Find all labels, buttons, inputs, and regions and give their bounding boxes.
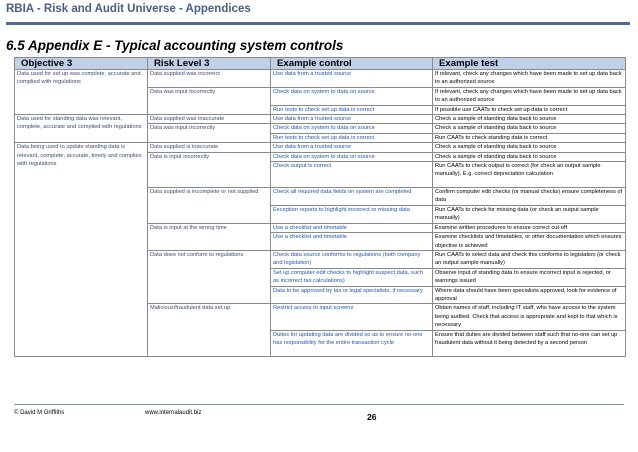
control-cell: Check all required data fields on system are completed — [271, 188, 433, 206]
section-title: 6.5 Appendix E - Typical accounting system controls — [6, 38, 344, 53]
control-cell: Run tests to check set up data is correct — [271, 105, 433, 114]
control-cell: Use a checklist and timetable — [271, 223, 433, 232]
risk-cell: Data supplied is incomplete or not supplied — [148, 188, 271, 224]
test-cell: If relevant, check any changes which have been made to set up data back to an authorized source — [433, 70, 626, 88]
header-objective: Objective 3 — [15, 58, 148, 70]
risk-cell: Data is input incorrectly — [148, 152, 271, 187]
risk-cell: Data supplied was incorrect — [148, 70, 271, 88]
test-cell: Examine checklists and timetables, or other documentation which ensures objective is achieved — [433, 233, 626, 251]
table-row — [15, 70, 626, 88]
test-cell: Check a sample of standing data back to source — [433, 143, 626, 152]
test-cell: Run CAATs to check standing data is correct — [433, 133, 626, 142]
test-cell: Where data should have been specialists approved, look for evidence of approval — [433, 286, 626, 304]
risk-cell: Data does not conform to regulations — [148, 250, 271, 303]
control-cell: Duties for updating data are divided so as to ensure no-one has responsibility for the entire transaction cycle — [271, 330, 433, 356]
header-risk: Risk Level 3 — [148, 58, 271, 70]
control-cell: Run tests to check set up data is correct — [271, 133, 433, 142]
test-cell: Run CAATs to check output is correct (for check an output sample manually). E.g. correct depreciation calculation — [433, 162, 626, 188]
footer-rule — [14, 404, 624, 405]
control-cell: Use a checklist and timetable — [271, 233, 433, 251]
control-cell: Check data on system to data on source — [271, 152, 433, 161]
objective-cell: Data used for set up was complete, accurate and complied with regulations — [15, 70, 148, 115]
test-cell: Ensure that duties are divided between staff such that no-one can set up fraudulent data without it being detected by a second person — [433, 330, 626, 356]
test-cell: Observe input of standing data to ensure incorrect input is rejected, or warnings issued — [433, 268, 626, 286]
footer-website: www.internalaudit.biz — [145, 410, 202, 416]
control-cell: Check data on system to data on source — [271, 124, 433, 133]
test-cell: Run CAATs to select data and check this conforms to legislation (or check an output sample manually) — [433, 250, 626, 268]
table-header-row — [15, 58, 626, 70]
risk-cell: Data is input at the wrong time — [148, 223, 271, 250]
test-cell: Examine written procedures to ensure correct cut-off — [433, 223, 626, 232]
control-cell: Use data from a trusted source — [271, 70, 433, 88]
header-rule — [6, 22, 630, 25]
control-cell: Check data source conforms to regulations (both company and legislation) — [271, 250, 433, 268]
risk-cell: Data was input incorrectly — [148, 124, 271, 143]
test-cell: Check a sample of standing data back to source — [433, 152, 626, 161]
control-cell: Check output is correct — [271, 162, 433, 188]
control-cell: Check data on system to data on source — [271, 87, 433, 105]
test-cell: Run CAATs to check for missing data (or check an output sample manually) — [433, 205, 626, 223]
test-cell: Confirm computer edit checks (or manual checks) ensure completeness of data — [433, 188, 626, 206]
risk-cell: Data was input incorrectly — [148, 87, 271, 114]
objective-cell: Data used for standing data was relevant, complete, accurate and complied with regulations — [15, 115, 148, 143]
footer-author: © David M Griffiths — [14, 410, 65, 416]
test-cell: If possible use CAATs to check set up data is correct — [433, 105, 626, 114]
control-cell: Use data from a trusted source — [271, 115, 433, 124]
page-number: 26 — [367, 412, 377, 422]
risk-cell: Data supplied is inaccurate — [148, 143, 271, 152]
control-cell: Restrict access to input screens — [271, 304, 433, 330]
risk-cell: Data supplied was inaccurate — [148, 115, 271, 124]
table-row — [15, 143, 626, 152]
controls-table — [14, 57, 626, 357]
control-cell: Use data from a trusted source — [271, 143, 433, 152]
control-cell: Data to be approved by tax or legal specialists, if necessary — [271, 286, 433, 304]
document-title: RBIA - Risk and Audit Universe - Appendices — [6, 3, 251, 15]
test-cell: Obtain names of staff, including IT staff, who have access to the system being audited. Check that access is appropriate and kept to that which is necessary — [433, 304, 626, 330]
header-control: Example control — [271, 58, 433, 70]
objective-cell: Data being used to update standing data is relevant, complete, accurate, timely and complies with regulations — [15, 143, 148, 356]
test-cell: If relevant, check any changes which have been made to set up data back to an authorized source — [433, 87, 626, 105]
control-cell: Set up computer edit checks to highlight suspect data, such as incorrect tax calculations) — [271, 268, 433, 286]
table-row — [15, 115, 626, 124]
header-test: Example test — [433, 58, 626, 70]
risk-cell: Malicious/fraudulent data set up — [148, 304, 271, 356]
test-cell: Check a sample of standing data back to source — [433, 124, 626, 133]
control-cell: Exception reports to highlight incorrect or missing data — [271, 205, 433, 223]
test-cell: Check a sample of standing data back to source — [433, 115, 626, 124]
